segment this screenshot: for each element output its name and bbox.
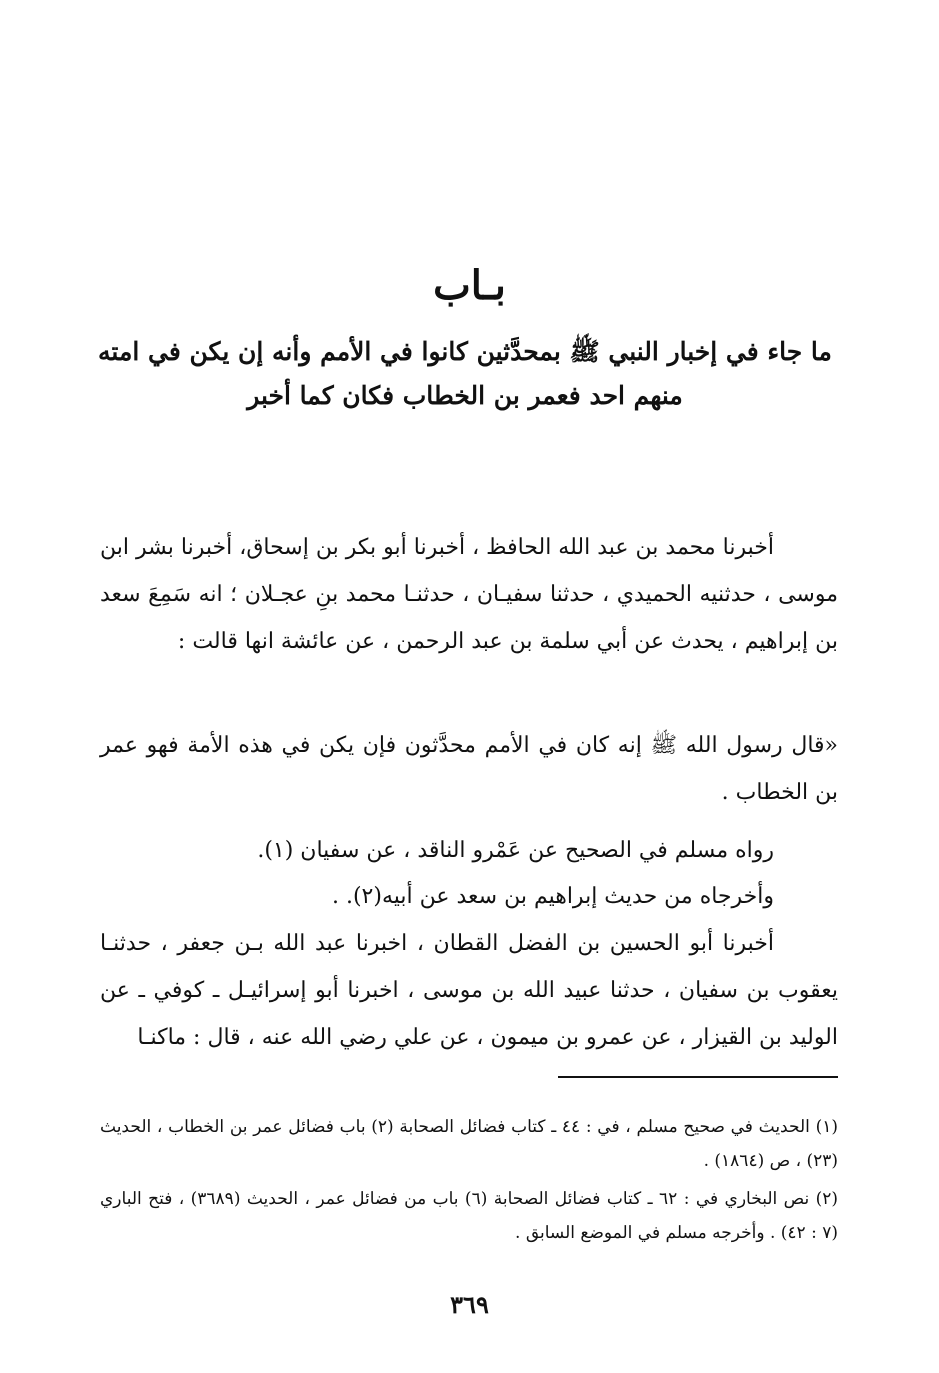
- chapter-heading: بـاب: [433, 262, 506, 309]
- page-number: ٣٦٩: [450, 1290, 489, 1319]
- paragraph-narration-both: وأخرجاه من حديث إبراهيم بن سعد عن أبيه(٢). .: [331, 884, 774, 909]
- paragraph-isnad-2: [100, 920, 838, 1061]
- chapter-title: ما جاء في إخبار النبي ﷺ بمحدَّثين كانوا في الأمم وأنه إن يكن في امته منهم احد فعمر بن الخطاب فكان كما أخبر: [98, 337, 832, 410]
- paragraph-text: أخبرنا أبو الحسين بن الفضل القطان ، اخبرنا عبد الله بـن جعفر ، حدثنـا يعقوب بن سفيان ، حدثنا عبيد الله بن موسى ، اخبرنا أبو إسرائيـل ـ كوفي ـ عن الوليد بن القيزار ، عن عمرو بن ميمون ، عن علي رضي الله عنه ، قال : ماكنـا: [100, 931, 838, 1050]
- footnotes: [100, 1110, 838, 1254]
- footnote-divider: [558, 1076, 838, 1078]
- paragraph-isnad-1: [100, 524, 838, 665]
- paragraph-text: أخبرنا محمد بن عبد الله الحافظ ، أخبرنا أبو بكر بن إسحاق، أخبرنا بشر ابن موسى ، حدثنيه الحميدي ، حدثنا سفيـان ، حدثنـا محمد بنِ عجـلان ؛ انه سَمِعَ سعد بن إبراهيم ، يحدث عن أبي سلمة بن عبد الرحمن ، عن عائشة انها قالت :: [100, 535, 838, 654]
- footnote-1: (١) الحديث في صحيح مسلم ، في : ٤٤ ـ كتاب فضائل الصحابة (٢) باب فضائل عمر بن الخطاب ، الحديث (٢٣) ، ص (١٨٦٤) .: [100, 1117, 838, 1171]
- paragraph-text: «قال رسول الله ﷺ إنه كان في الأمم محدَّثون فإن يكن في هذه الأمة فهو عمر بن الخطاب .: [100, 733, 838, 805]
- footnote-2: (٢) نص البخاري في : ٦٢ ـ كتاب فضائل الصحابة (٦) باب من فضائل عمر ، الحديث (٣٦٨٩) ، فتح الباري (٧ : ٤٢) . وأخرجه مسلم في الموضع السابق .: [100, 1189, 838, 1243]
- paragraph-hadith: [100, 722, 838, 816]
- paragraph-narration-muslim: رواه مسلم في الصحيح عن عَمْرو الناقد ، عن سفيان (١).: [257, 838, 774, 863]
